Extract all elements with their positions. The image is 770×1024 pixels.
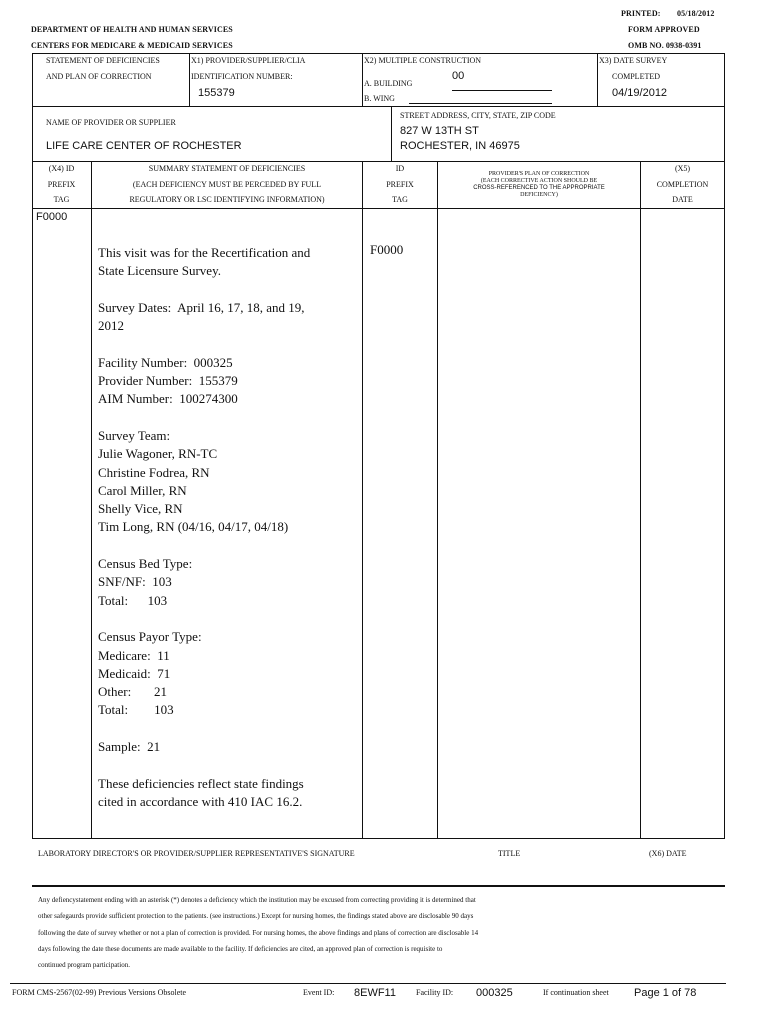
title-label: TITLE — [498, 849, 521, 858]
survey-date-value: 04/19/2012 — [612, 87, 668, 99]
x5-header-1: (X5) — [674, 164, 691, 173]
date-label: (X6) DATE — [649, 849, 687, 858]
id-header-3: TAG — [392, 195, 408, 204]
printed-date: 05/18/2012 — [677, 9, 715, 18]
facility-id-label: Facility ID: — [416, 988, 454, 997]
department-title: DEPARTMENT OF HEALTH AND HUMAN SERVICES — [31, 25, 233, 34]
centers-title: CENTERS FOR MEDICARE & MEDICAID SERVICES — [31, 41, 233, 50]
provider-id-value: 155379 — [198, 87, 235, 99]
x1-label-1: X1) PROVIDER/SUPPLIER/CLIA — [191, 56, 306, 65]
tag-right: F0000 — [370, 242, 404, 257]
wing-label: B. WING — [364, 94, 395, 103]
form-approved: FORM APPROVED — [628, 25, 700, 34]
summary-header-2: (EACH DEFICIENCY MUST BE PERCEDED BY FULL — [132, 180, 322, 189]
page-number: Page 1 of 78 — [634, 987, 697, 999]
x1-label-2: IDENTIFICATION NUMBER: — [191, 72, 293, 81]
building-label: A. BUILDING — [364, 79, 413, 88]
id-header-2: PREFIX — [386, 180, 414, 189]
summary-text: This visit was for the Recertification and State Licensure Survey. Survey Dates: April 16, 17, 18, and 19, 2012 Facility Number: 000325 Provider Number: 155379 AIM Number: 100274300 Survey Team: Julie Wagoner, RN-TC Christine Fodrea, RN Carol Miller, RN Shelly Vice, RN Tim Long, RN (04/16, 04/17, 04/18) Census Bed Type: SNF/NF: 103 Total: 103 Census Payor Type: Medicare: 11 Medicaid: 71 Other: 21 Total: 103 Sample: 21 These deficiencies reflect state findings cited in accordance with 410 IAC 16.2. — [98, 245, 311, 809]
x3-label-1: X3) DATE SURVEY — [599, 56, 668, 65]
x3-label-2: COMPLETED — [612, 72, 660, 81]
plan-header-1: PROVIDER'S PLAN OF CORRECTION — [488, 171, 590, 177]
event-id-label: Event ID: — [303, 988, 335, 997]
summary-header-1: SUMMARY STATEMENT OF DEFICIENCIES — [148, 164, 306, 173]
x4-header-1: (X4) ID — [48, 164, 75, 173]
building-value: 00 — [452, 70, 465, 82]
address-label: STREET ADDRESS, CITY, STATE, ZIP CODE — [400, 111, 556, 120]
event-id-value: 8EWF11 — [354, 987, 396, 999]
plan-header-2: (EACH CORRECTIVE ACTION SHOULD BE — [480, 178, 598, 184]
printed-label: PRINTED: — [621, 9, 661, 18]
x5-header-2: COMPLETION — [656, 180, 709, 189]
id-header-1: ID — [395, 164, 405, 173]
facility-id-value: 000325 — [476, 987, 513, 999]
summary-header-3: REGULATORY OR LSC IDENTIFYING INFORMATION) — [129, 195, 325, 204]
director-signature-label: LABORATORY DIRECTOR'S OR PROVIDER/SUPPLIER REPRESENTATIVE'S SIGNATURE — [38, 849, 355, 858]
continuation-label: If continuation sheet — [543, 988, 609, 997]
provider-name: LIFE CARE CENTER OF ROCHESTER — [46, 140, 242, 152]
address-line-1: 827 W 13TH ST — [400, 125, 479, 137]
x5-header-3: DATE — [672, 195, 693, 204]
x4-header-2: PREFIX — [47, 180, 76, 189]
statement-label-1: STATEMENT OF DEFICIENCIES — [46, 56, 160, 65]
address-line-2: ROCHESTER, IN 46975 — [400, 140, 520, 152]
plan-header-3: CROSS-REFERENCED TO THE APPROPRIATE — [473, 185, 605, 191]
x2-label: X2) MULTIPLE CONSTRUCTION — [364, 56, 482, 65]
disclaimer-text: Any defiencystatement ending with an asterisk (*) denotes a deficiency which the institution may be excused from correcting providing it is determined that other safegaurds provide sufficient protection to the patients. (see instructions.) Except for nursing homes, the findings stated above are disclosable 90 days following the date of survey whether or not a plan of correction is provided. For nursing homes, the above findings and plans of correction are disclosable 14 days following the date these documents are made available to the facility. If deficiencies are cited, an approved plan of correction is requisite to continued program participation. — [38, 896, 479, 970]
tag-left: F0000 — [36, 211, 68, 223]
form-number: FORM CMS-2567(02-99) Previous Versions Obsolete — [12, 988, 187, 997]
statement-label-2: AND PLAN OF CORRECTION — [46, 72, 152, 81]
plan-header-4: DEFICIENCY) — [520, 192, 558, 198]
provider-name-label: NAME OF PROVIDER OR SUPPLIER — [46, 118, 176, 127]
omb-number: OMB NO. 0938-0391 — [628, 41, 702, 50]
x4-header-3: TAG — [53, 195, 70, 204]
